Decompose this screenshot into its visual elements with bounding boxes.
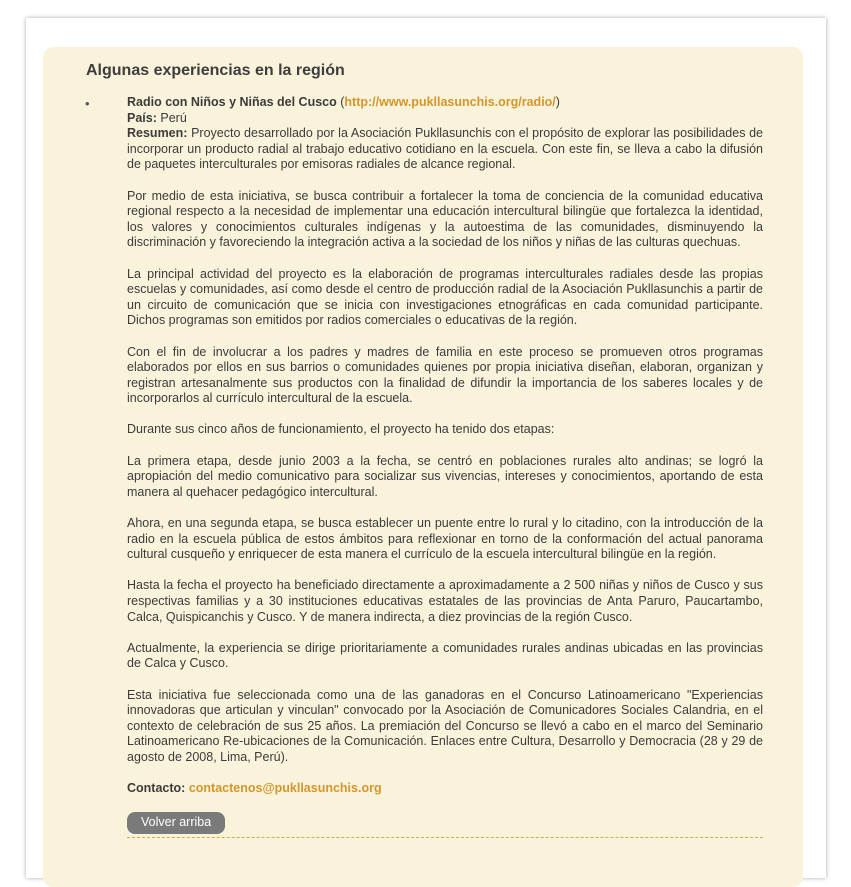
page-container <box>26 18 826 878</box>
list-bullet: • <box>85 96 90 111</box>
experience-title: Radio con Niños y Niñas del Cusco <box>127 95 337 109</box>
contact-label: Contacto: <box>127 781 186 796</box>
paragraph: Actualmente, la experiencia se dirige prioritariamente a comunidades rurales andinas ubicadas en las provincias de Calca y Cusco. <box>127 640 763 671</box>
paren-open: ( <box>340 95 345 109</box>
contact-email-link[interactable]: contactenos@pukllasunchis.org <box>188 781 382 796</box>
summary-text: Proyecto desarrollado por la Asociación Pukllasunchis con el propósito de explorar las posibilidades de incorporar un producto radial al trabajo educativo cotidiano en la escuela. Con este fin, se lleva a cabo la difusión de paquetes interculturales por emisoras radiales de alcance regional. <box>127 126 763 172</box>
experiences-panel <box>43 47 803 887</box>
paragraph: Durante sus cinco años de funcionamiento, el proyecto ha tenido dos etapas: <box>127 422 555 437</box>
paragraph: La principal actividad del proyecto es la elaboración de programas interculturales radiales desde las propias escuelas y comunidades, así como desde el centro de producción radial de la Asociación Pukllasunchis a partir de un circuito de comunicación que se inicia con investigaciones etnográficas en cada comunidad participante. Dichos programas son emitidos por radios comerciales o educativas de la región. <box>127 266 763 328</box>
section-title: Algunas experiencias en la región <box>86 62 345 79</box>
country-label: País: <box>127 110 157 125</box>
paragraph: Con el fin de involucrar a los padres y madres de familia en este proceso se promueven otros programas elaborados por ellos en sus barrios o comunidades quienes por propia iniciativa diseñan, elaboran, organizan y registran artesanalmente sus productos con la finalidad de difundir la importancia de los saberes locales y de incorporarlos al currículo intercultural de la escuela. <box>127 344 763 406</box>
back-to-top-button[interactable]: Volver arriba <box>127 812 225 834</box>
paragraph: La primera etapa, desde junio 2003 a la fecha, se centró en poblaciones rurales alto andinas; se logró la apropiación del medio comunicativo para socializar sus vivencias, intereses y conocimientos, aportando de esta manera al quehacer pedagógico intercultural. <box>127 453 763 499</box>
country-value: Perú <box>160 110 187 125</box>
experience-item <box>127 95 763 834</box>
paren-close: ) <box>555 95 560 109</box>
paragraph: Ahora, en una segunda etapa, se busca establecer un puente entre lo rural y lo citadino, con la introducción de la radio en la escuela pública de estos ámbitos para reflexionar en torno de la conformación del actual panorama cultural cusqueño y enriquecer de esta manera el currículo de la escuela intercultural bilingüe en la región. <box>127 516 763 562</box>
paragraph: Esta iniciativa fue seleccionada como una de las ganadoras en el Concurso Latinoamericano "Experiencias innovadoras que articulan y vinculan" convocado por la Asociación de Comunicadores Sociales Calandria, en el contexto de celebración de sus 25 años. La premiación del Concurso se llevó a cabo en el marco del Seminario Latinoamericano Re-ubicaciones de la Comunicación. Enlaces entre Cultura, Desarrollo y Democracia (28 y 29 de agosto de 2008, Lima, Perú). <box>127 687 763 764</box>
experience-url-link[interactable]: http://www.pukllasunchis.org/radio/ <box>344 95 556 109</box>
divider-line <box>127 837 763 838</box>
paragraph: Hasta la fecha el proyecto ha beneficiado directamente a aproximadamente a 2 500 niñas y niños de Cusco y sus respectivas familias y a 30 instituciones educativas estatales de las provincias de Anta Paruro, Paucartambo, Calca, Quispicanchis y Cusco. Y de manera indirecta, a diez provincias de la región Cusco. <box>127 578 763 624</box>
summary-label: Resumen: <box>127 126 188 141</box>
paragraph: Por medio de esta iniciativa, se busca contribuir a fortalecer la toma de conciencia de la comunidad educativa regional respecto a la necesidad de implementar una educación intercultural bilingüe que fortalezca la identidad, los valores y conocimientos culturales indígenas y la autoestima de las comunidades, disminuyendo la discriminación y favoreciendo la integración activa a la sociedad de los niños y niñas de las culturas quechuas. <box>127 188 763 250</box>
